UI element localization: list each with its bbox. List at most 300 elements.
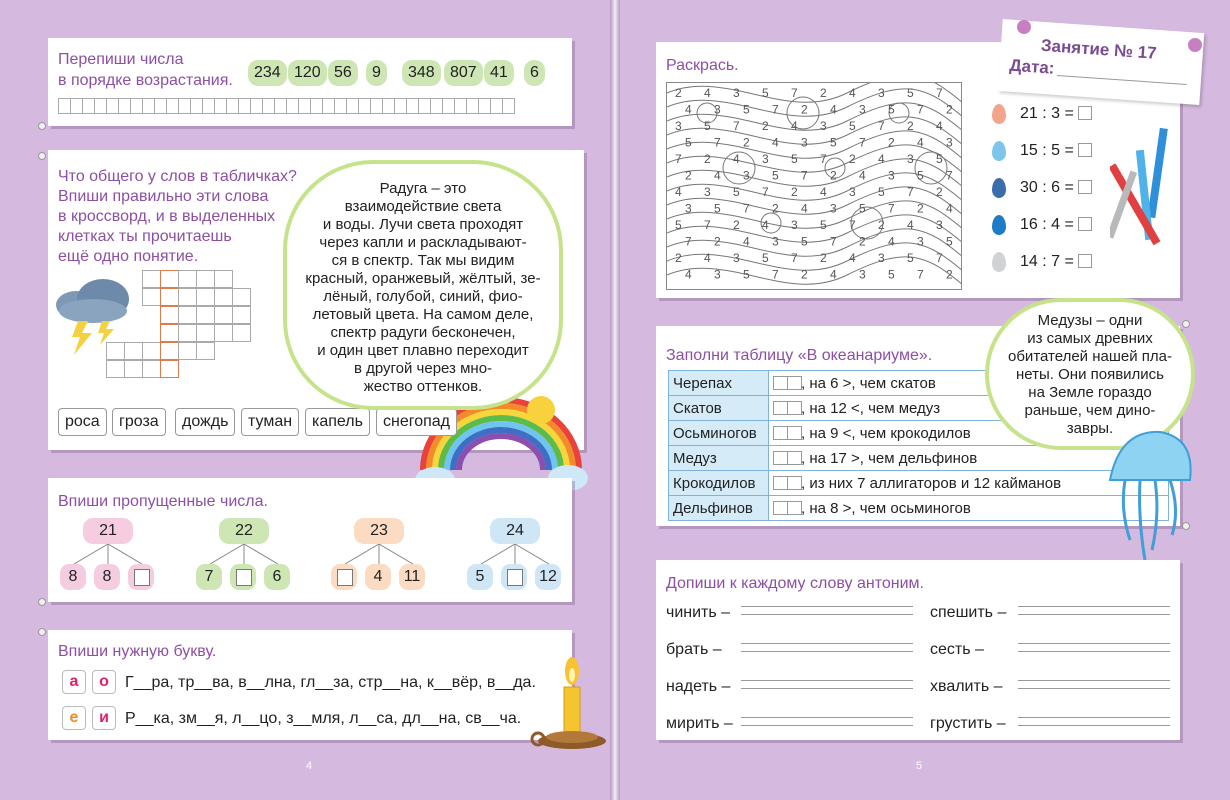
tree-leaf-number: 8 (60, 564, 86, 590)
letter-e-tile: е (62, 706, 86, 730)
crossword-cell[interactable] (124, 360, 143, 378)
svg-text:3: 3 (704, 185, 711, 199)
svg-text:2: 2 (714, 234, 721, 249)
answer-box[interactable] (1078, 217, 1092, 231)
svg-text:7: 7 (743, 201, 750, 216)
cloud-line: красный, оранжевый, жёлтый, зе- (305, 270, 541, 287)
color-drop-icon (992, 178, 1006, 198)
missing-number-box[interactable] (128, 564, 154, 590)
svg-text:5: 5 (859, 201, 866, 216)
word-card: дождь (175, 408, 235, 436)
tree-leaf-number: 12 (535, 564, 561, 590)
crossword-cell[interactable] (142, 270, 161, 288)
svg-text:2: 2 (704, 152, 711, 166)
word-card: снегопад (376, 408, 457, 436)
missing-number-box[interactable] (501, 564, 527, 590)
book-spine (610, 0, 620, 800)
svg-text:7: 7 (685, 234, 692, 249)
svg-text:4: 4 (849, 251, 856, 265)
svg-text:7: 7 (859, 135, 866, 150)
svg-text:4: 4 (946, 201, 953, 216)
equation-text: 15 : 5 = (1020, 142, 1074, 159)
svg-text:2: 2 (791, 185, 798, 199)
antonym-word: чинить – (666, 604, 731, 621)
svg-text:4: 4 (685, 267, 692, 282)
answer-line[interactable] (741, 717, 913, 718)
svg-text:3: 3 (888, 168, 895, 183)
antonym-word: надеть – (666, 678, 731, 695)
svg-text:7: 7 (936, 86, 943, 100)
svg-text:3: 3 (907, 152, 914, 166)
crossword-cell[interactable] (142, 288, 161, 306)
cloud-line: неты. Они появились (1016, 366, 1164, 383)
color-drop-icon (992, 141, 1006, 161)
crossword-cell[interactable] (214, 270, 233, 288)
digit-box[interactable] (787, 501, 802, 515)
jellyfish-icon (1090, 420, 1200, 570)
svg-text:5: 5 (917, 168, 924, 183)
crossword-cell[interactable] (160, 270, 179, 288)
svg-text:4: 4 (849, 86, 856, 100)
tree-leaf-number: 7 (196, 564, 222, 590)
fact-cloud-rainbow (283, 160, 563, 410)
svg-text:3: 3 (714, 102, 721, 117)
svg-text:3: 3 (675, 119, 682, 133)
svg-text:2: 2 (849, 152, 856, 166)
letter-i-tile: и (92, 706, 116, 730)
date-line[interactable] (1057, 75, 1187, 85)
svg-text:2: 2 (888, 135, 895, 150)
task-card-insert-letter (48, 630, 572, 740)
svg-text:5: 5 (907, 251, 914, 265)
svg-text:5: 5 (878, 185, 885, 199)
svg-text:7: 7 (878, 119, 885, 133)
letter-exercise-row2[interactable]: Р__ка, зм__я, л__цо, з__мля, л__са, дл__на, св__ча. (125, 710, 522, 727)
cloud-line: обитателей нашей пла- (1008, 348, 1172, 365)
svg-text:4: 4 (859, 168, 866, 183)
answer-line[interactable] (1018, 643, 1170, 644)
crossword-cell[interactable] (196, 306, 215, 324)
crossword-cell[interactable] (106, 360, 125, 378)
answer-box[interactable] (1078, 254, 1092, 268)
crossword-cell[interactable] (178, 270, 197, 288)
answer-line[interactable] (1018, 680, 1170, 681)
number-badge: 6 (524, 60, 545, 86)
svg-text:2: 2 (801, 102, 808, 117)
answer-line[interactable] (1018, 606, 1170, 607)
division-equation (1020, 105, 1092, 123)
cloud-line: жество оттенков. (363, 378, 483, 395)
svg-text:4: 4 (772, 135, 779, 150)
tree-branches (63, 544, 153, 564)
number-badge: 120 (288, 60, 327, 86)
svg-text:2: 2 (946, 102, 953, 117)
svg-text:2: 2 (772, 201, 779, 216)
task4-instruction: Впиши нужную букву. (58, 643, 217, 660)
svg-text:4: 4 (878, 152, 885, 166)
svg-text:5: 5 (704, 119, 711, 133)
svg-text:5: 5 (888, 267, 895, 282)
crossword-cell[interactable] (178, 324, 197, 342)
antonym-instruction: Допиши к каждому слову антоним. (666, 575, 924, 592)
svg-text:2: 2 (830, 168, 837, 183)
task2-instruction-line: Что общего у слов в табличках? (58, 168, 297, 185)
svg-text:5: 5 (801, 234, 808, 249)
animal-name-cell: Крокодилов (669, 471, 769, 496)
word-card: роса (58, 408, 107, 436)
cloud-line: завры. (1066, 420, 1114, 437)
crossword-cell[interactable] (160, 324, 179, 342)
crossword-cell[interactable] (196, 288, 215, 306)
svg-text:3: 3 (936, 218, 943, 232)
tree-top-number: 23 (354, 518, 404, 544)
cloud-line: на Земле гораздо (1028, 384, 1152, 401)
cloud-line: ся в спектр. Так мы видим (331, 252, 515, 269)
answer-line[interactable] (741, 606, 913, 607)
digit-box[interactable] (787, 451, 802, 465)
crossword-cell[interactable] (214, 324, 233, 342)
answer-box[interactable] (1078, 143, 1092, 157)
svg-text:4: 4 (704, 251, 711, 265)
svg-text:3: 3 (946, 135, 953, 150)
svg-text:2: 2 (675, 251, 682, 265)
digit-box[interactable] (787, 401, 802, 415)
svg-text:7: 7 (946, 168, 953, 183)
svg-text:2: 2 (859, 234, 866, 249)
page-number: 5 (916, 760, 923, 772)
pencils-icon (1110, 120, 1180, 260)
digit-box[interactable] (773, 426, 788, 440)
crossword-cell[interactable] (214, 306, 233, 324)
cloud-line: лёный, голубой, синий, фио- (323, 288, 523, 305)
svg-text:2: 2 (675, 86, 682, 100)
tree-branches (334, 544, 424, 564)
missing-number-box[interactable] (331, 564, 357, 590)
svg-text:5: 5 (946, 234, 953, 249)
equation-text: 30 : 6 = (1020, 179, 1074, 196)
svg-text:5: 5 (820, 218, 827, 232)
svg-text:5: 5 (743, 267, 750, 282)
tree-leaf-number: 8 (94, 564, 120, 590)
number-badge: 56 (328, 60, 358, 86)
digit-box[interactable] (773, 476, 788, 490)
division-equation (1020, 142, 1092, 160)
pushpin-icon (1186, 36, 1204, 54)
color-drop-icon (992, 252, 1006, 272)
animal-name-cell: Скатов (669, 396, 769, 421)
svg-text:4: 4 (762, 218, 769, 232)
svg-text:7: 7 (762, 185, 769, 199)
crossword-cell[interactable] (178, 306, 197, 324)
svg-text:4: 4 (917, 135, 924, 150)
digit-box[interactable] (787, 476, 802, 490)
svg-text:3: 3 (685, 201, 692, 216)
pushpin-icon (1015, 18, 1033, 36)
digit-box[interactable] (787, 426, 802, 440)
cloud-line: спектр радуги бесконечен, (330, 324, 516, 341)
crossword-cell[interactable] (160, 360, 179, 378)
svg-text:3: 3 (714, 267, 721, 282)
number-badge: 807 (444, 60, 483, 86)
number-badge: 9 (366, 60, 387, 86)
tree-top-number: 22 (219, 518, 269, 544)
svg-text:4: 4 (936, 119, 943, 133)
condition-text: , на 17 >, чем дельфинов (801, 449, 978, 467)
tree-leaf-number: 6 (264, 564, 290, 590)
coloring-picture[interactable] (666, 82, 962, 290)
tree-top-number: 24 (490, 518, 540, 544)
equation-text: 16 : 4 = (1020, 216, 1074, 233)
svg-text:4: 4 (685, 102, 692, 117)
svg-text:2: 2 (733, 218, 740, 232)
answer-line[interactable] (1018, 688, 1170, 689)
missing-number-box[interactable] (230, 564, 256, 590)
svg-text:4: 4 (830, 102, 837, 117)
crossword-cell[interactable] (160, 288, 179, 306)
svg-text:7: 7 (820, 152, 827, 166)
svg-text:4: 4 (743, 234, 750, 249)
svg-text:3: 3 (859, 102, 866, 117)
answer-line[interactable] (1018, 725, 1170, 726)
task3-instruction: Впиши пропущенные числа. (58, 493, 268, 510)
crossword-cell[interactable] (232, 306, 251, 324)
antonym-word: грустить – (930, 715, 1006, 732)
tree-top-number: 21 (83, 518, 133, 544)
digit-box[interactable] (787, 376, 802, 390)
svg-text:5: 5 (685, 135, 692, 150)
svg-text:5: 5 (762, 251, 769, 265)
svg-text:5: 5 (733, 185, 740, 199)
svg-text:2: 2 (685, 168, 692, 183)
svg-text:3: 3 (743, 168, 750, 183)
svg-text:3: 3 (878, 86, 885, 100)
equation-text: 21 : 3 = (1020, 105, 1074, 122)
color-drop-icon (992, 215, 1006, 235)
crossword-cell[interactable] (232, 324, 251, 342)
equation-text: 14 : 7 = (1020, 253, 1074, 270)
answer-box[interactable] (1078, 180, 1092, 194)
svg-text:5: 5 (830, 135, 837, 150)
condition-text: , на 6 >, чем скатов (801, 374, 936, 392)
lesson-title: Занятие № 17 (1040, 35, 1158, 63)
svg-text:2: 2 (907, 119, 914, 133)
crossword-cell[interactable] (178, 342, 197, 360)
svg-text:3: 3 (878, 251, 885, 265)
letter-o-tile: о (92, 670, 116, 694)
task2-instruction-line: Впиши правильно эти слова (58, 188, 269, 205)
svg-text:7: 7 (830, 234, 837, 249)
svg-text:3: 3 (820, 119, 827, 133)
pin (38, 628, 46, 636)
svg-text:2: 2 (801, 267, 808, 282)
svg-text:3: 3 (849, 185, 856, 199)
svg-text:4: 4 (733, 152, 740, 166)
svg-text:7: 7 (917, 267, 924, 282)
cloud-line: и один цвет плавно переходит (317, 342, 529, 359)
svg-text:2: 2 (936, 185, 943, 199)
division-equation (1020, 253, 1092, 271)
crossword-cell[interactable] (142, 360, 161, 378)
antonym-word: брать – (666, 641, 722, 658)
antonym-word: сесть – (930, 641, 984, 658)
letter-a-tile: а (62, 670, 86, 694)
svg-text:3: 3 (859, 267, 866, 282)
svg-text:5: 5 (772, 168, 779, 183)
answer-cell[interactable] (502, 98, 515, 114)
answer-line[interactable] (741, 725, 913, 726)
svg-text:7: 7 (772, 267, 779, 282)
number-badge: 348 (402, 60, 441, 86)
division-equation (1020, 179, 1092, 197)
candle-icon (526, 655, 606, 755)
digit-box[interactable] (773, 401, 788, 415)
svg-text:4: 4 (714, 168, 721, 183)
answer-cells[interactable] (58, 98, 514, 114)
svg-text:7: 7 (917, 102, 924, 117)
svg-text:4: 4 (907, 218, 914, 232)
digit-box[interactable] (773, 501, 788, 515)
cloud-line: через капли и раскладывают- (319, 234, 527, 251)
svg-text:3: 3 (791, 218, 798, 232)
svg-text:2: 2 (917, 201, 924, 216)
pin (38, 598, 46, 606)
svg-text:3: 3 (772, 234, 779, 249)
svg-text:5: 5 (762, 86, 769, 100)
animal-name-cell: Дельфинов (669, 496, 769, 521)
pin (38, 152, 46, 160)
task2-instruction-line: клетках ты прочитаешь (58, 228, 232, 245)
answer-line[interactable] (741, 614, 913, 615)
word-card: капель (305, 408, 370, 436)
task1-instruction-line2: в порядке возрастания. (58, 72, 233, 89)
task-card-antonyms (656, 560, 1180, 740)
crossword-cell[interactable] (106, 342, 125, 360)
antonym-word: спешить – (930, 604, 1007, 621)
number-badge: 234 (248, 60, 287, 86)
letter-exercise-row1[interactable]: Г__ра, тр__ва, в__лна, гл__за, стр__на, к__вёр, в__да. (125, 674, 536, 691)
svg-text:7: 7 (888, 201, 895, 216)
svg-text:7: 7 (714, 135, 721, 150)
crossword-cell[interactable] (160, 342, 179, 360)
crossword-cell[interactable] (232, 288, 251, 306)
svg-text:7: 7 (772, 102, 779, 117)
svg-text:2: 2 (946, 267, 953, 282)
svg-text:2: 2 (878, 218, 885, 232)
answer-box[interactable] (1078, 106, 1092, 120)
pin (38, 122, 46, 130)
crossword-cell[interactable] (196, 342, 215, 360)
animal-name-cell: Медуз (669, 446, 769, 471)
task-card-sort-numbers (48, 38, 572, 126)
digit-box[interactable] (773, 451, 788, 465)
svg-text:7: 7 (791, 86, 798, 100)
answer-line[interactable] (741, 643, 913, 644)
svg-text:5: 5 (888, 102, 895, 117)
svg-text:7: 7 (791, 251, 798, 265)
svg-text:2: 2 (820, 86, 827, 100)
svg-text:4: 4 (791, 119, 798, 133)
cloud-line: Радуга – это (379, 180, 467, 197)
task1-instruction-line1: Перепиши числа (58, 51, 184, 68)
crossword-cell[interactable] (196, 270, 215, 288)
condition-text: , на 8 >, чем осьминогов (801, 499, 971, 517)
animal-name-cell: Осьминогов (669, 421, 769, 446)
svg-text:5: 5 (936, 152, 943, 166)
antonym-word: хвалить – (930, 678, 1003, 695)
answer-line[interactable] (741, 651, 913, 652)
answer-line[interactable] (1018, 614, 1170, 615)
svg-text:2: 2 (743, 135, 750, 150)
svg-text:3: 3 (733, 86, 740, 100)
svg-text:3: 3 (801, 135, 808, 150)
tree-leaf-number: 11 (399, 564, 425, 590)
crossword-cell[interactable] (196, 324, 215, 342)
svg-text:7: 7 (936, 251, 943, 265)
svg-text:7: 7 (801, 168, 808, 183)
svg-text:4: 4 (888, 234, 895, 249)
svg-text:4: 4 (801, 201, 808, 216)
svg-text:4: 4 (830, 267, 837, 282)
svg-text:5: 5 (849, 119, 856, 133)
answer-line[interactable] (741, 680, 913, 681)
word-card: гроза (112, 408, 166, 436)
crossword-cell[interactable] (178, 288, 197, 306)
color-task-instruction: Раскрась. (666, 57, 739, 74)
svg-text:3: 3 (917, 234, 924, 249)
crossword-cell[interactable] (160, 306, 179, 324)
task2-instruction-line: в кроссворд, и в выделенных (58, 208, 276, 225)
animal-name-cell: Черепах (669, 371, 769, 396)
svg-text:7: 7 (704, 218, 711, 232)
svg-text:4: 4 (675, 185, 682, 199)
digit-box[interactable] (773, 376, 788, 390)
crossword-cell[interactable] (124, 342, 143, 360)
svg-text:2: 2 (820, 251, 827, 265)
answer-line[interactable] (741, 688, 913, 689)
task2-instruction-line: ещё одно понятие. (58, 248, 199, 265)
tree-leaf-number: 5 (467, 564, 493, 590)
cloud-line: Медузы – одни (1037, 312, 1143, 329)
condition-text: , на 9 <, чем крокодилов (801, 424, 971, 442)
svg-text:3: 3 (762, 152, 769, 166)
cloud-line: и воды. Лучи света проходят (322, 216, 524, 233)
svg-text:3: 3 (830, 201, 837, 216)
tree-leaf-number: 4 (365, 564, 391, 590)
word-card: туман (241, 408, 299, 436)
cloud-line: взаимодействие света (344, 198, 502, 215)
answer-line[interactable] (1018, 717, 1170, 718)
crossword-cell[interactable] (142, 342, 161, 360)
number-badge: 41 (484, 60, 514, 86)
table-task-instruction: Заполни таблицу «В океанариуме». (666, 347, 933, 364)
answer-line[interactable] (1018, 651, 1170, 652)
tree-branches (470, 544, 560, 564)
svg-text:5: 5 (714, 201, 721, 216)
svg-text:5: 5 (791, 152, 798, 166)
cloud-line: из самых древних (1027, 330, 1153, 347)
cloud-line: в другой через мно- (353, 360, 493, 377)
svg-text:7: 7 (849, 218, 856, 232)
antonym-word: мирить – (666, 715, 733, 732)
division-equation (1020, 216, 1092, 234)
page-number: 4 (306, 760, 313, 772)
svg-text:3: 3 (733, 251, 740, 265)
svg-text:5: 5 (907, 86, 914, 100)
svg-text:2: 2 (762, 119, 769, 133)
svg-text:5: 5 (675, 218, 682, 232)
crossword-cell[interactable] (214, 288, 233, 306)
task-card-missing-numbers (48, 478, 572, 602)
